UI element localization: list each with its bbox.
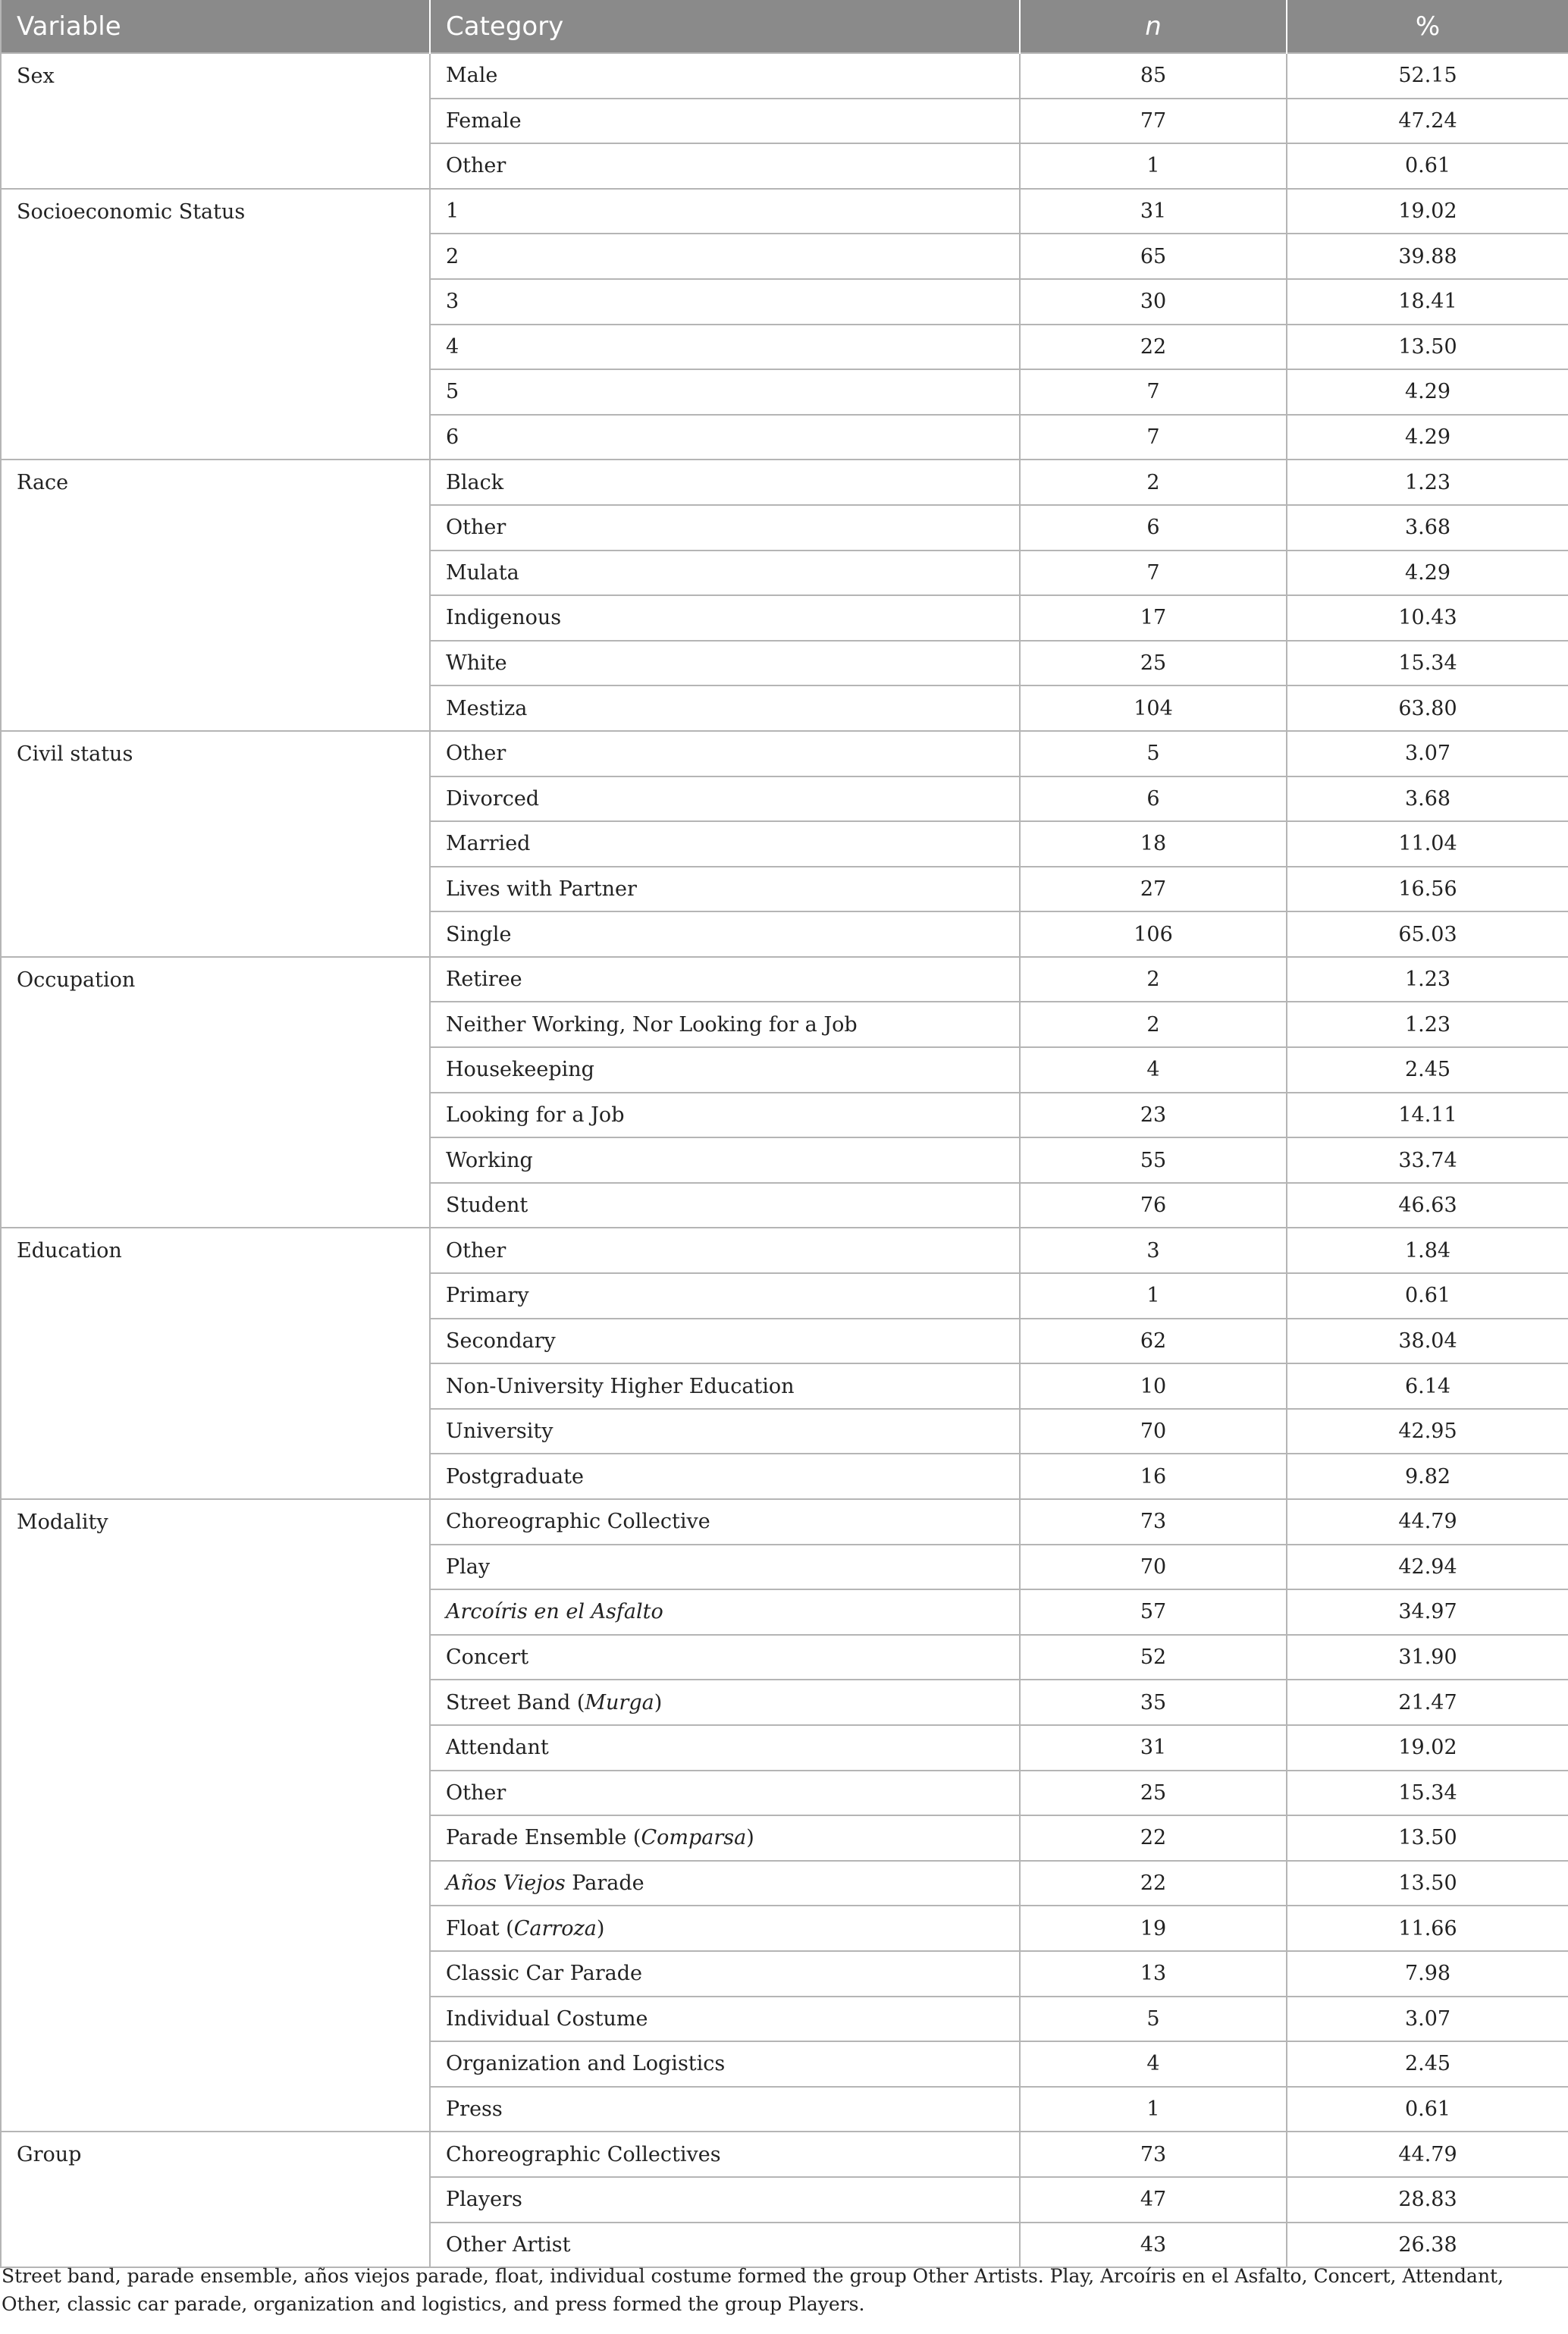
n-cell: 5 [1020, 1997, 1287, 2042]
category-cell [430, 1861, 1020, 1906]
category-suffix-text: Parade [565, 1871, 644, 1896]
percent-cell: 44.79 [1287, 1499, 1568, 1545]
percent-cell: 0.61 [1287, 1273, 1568, 1319]
percent-cell: 26.38 [1287, 2223, 1568, 2268]
percent-cell: 9.82 [1287, 1454, 1568, 1499]
variable-cell: Group [1, 2132, 430, 2267]
n-cell: 16 [1020, 1454, 1287, 1499]
percent-cell: 42.95 [1287, 1409, 1568, 1454]
n-cell: 23 [1020, 1093, 1287, 1138]
percent-cell: 28.83 [1287, 2177, 1568, 2223]
category-cell: Other Artist [430, 2223, 1020, 2268]
category-cell: Postgraduate [430, 1454, 1020, 1499]
percent-cell: 4.29 [1287, 551, 1568, 596]
category-cell: Retiree [430, 957, 1020, 1002]
percent-cell: 2.45 [1287, 1047, 1568, 1093]
category-italic-text: Arcoíris en el Asfalto [446, 1600, 663, 1624]
table-row [1, 731, 1568, 776]
category-italic-text: Años Viejos [446, 1871, 566, 1896]
table-row [1, 957, 1568, 1002]
category-italic-text: Murga [585, 1690, 654, 1714]
percent-cell: 34.97 [1287, 1589, 1568, 1635]
category-cell: Individual Costume [430, 1997, 1020, 2042]
category-suffix-text: ) [596, 1916, 605, 1940]
n-cell: 1 [1020, 2087, 1287, 2132]
n-cell: 1 [1020, 143, 1287, 189]
category-cell: 5 [430, 369, 1020, 415]
category-cell: Looking for a Job [430, 1093, 1020, 1138]
percent-cell: 11.04 [1287, 821, 1568, 867]
category-cell: Organization and Logistics [430, 2041, 1020, 2087]
category-cell: Other [430, 1771, 1020, 1816]
n-cell: 70 [1020, 1545, 1287, 1590]
category-cell [430, 1680, 1020, 1725]
table-header-row [1, 0, 1568, 53]
percent-cell: 0.61 [1287, 143, 1568, 189]
percent-cell: 63.80 [1287, 685, 1568, 731]
n-cell: 3 [1020, 1228, 1287, 1273]
category-cell: 1 [430, 189, 1020, 234]
category-italic-text: Carroza [513, 1916, 597, 1940]
n-cell: 73 [1020, 1499, 1287, 1545]
category-cell: Married [430, 821, 1020, 867]
n-cell: 47 [1020, 2177, 1287, 2223]
n-cell: 70 [1020, 1409, 1287, 1454]
percent-cell: 19.02 [1287, 1725, 1568, 1771]
category-cell: Attendant [430, 1725, 1020, 1771]
category-cell: 6 [430, 415, 1020, 460]
table-footnote: Street band, parade ensemble, años viejos parade, float, individual costume formed the group Other Artists. Play, Arcoíris en el Asfalto, Concert, Attendant, Other, classic car parade, organization and logistics, and press formed the group Players. [2, 2265, 1504, 2315]
percent-cell: 10.43 [1287, 595, 1568, 641]
variable-cell: Socioeconomic Status [1, 189, 430, 460]
percent-cell: 4.29 [1287, 415, 1568, 460]
header-percent: % [1415, 11, 1441, 42]
table-row [1, 2132, 1568, 2177]
variable-cell: Sex [1, 53, 430, 189]
n-cell: 7 [1020, 415, 1287, 460]
category-cell [430, 1589, 1020, 1635]
category-cell: 3 [430, 279, 1020, 325]
category-italic-text: Comparsa [641, 1826, 747, 1850]
n-cell: 57 [1020, 1589, 1287, 1635]
table-row [1, 460, 1568, 505]
category-cell: White [430, 641, 1020, 686]
category-cell: Other [430, 143, 1020, 189]
table-row [1, 53, 1568, 99]
category-text: Float ( [446, 1916, 514, 1940]
category-cell: Mestiza [430, 685, 1020, 731]
percent-cell: 38.04 [1287, 1319, 1568, 1364]
category-cell: Lives with Partner [430, 867, 1020, 912]
n-cell: 4 [1020, 1047, 1287, 1093]
header-category: Category [430, 0, 1020, 53]
n-cell: 2 [1020, 460, 1287, 505]
n-cell: 31 [1020, 1725, 1287, 1771]
category-text: Parade Ensemble ( [446, 1826, 641, 1850]
percent-cell: 11.66 [1287, 1906, 1568, 1951]
header-n: n [1020, 0, 1287, 53]
percent-cell: 21.47 [1287, 1680, 1568, 1725]
category-cell: Female [430, 99, 1020, 144]
percent-cell: 18.41 [1287, 279, 1568, 325]
n-cell: 19 [1020, 1906, 1287, 1951]
category-cell: Single [430, 911, 1020, 957]
n-cell: 43 [1020, 2223, 1287, 2268]
category-cell: Other [430, 1228, 1020, 1273]
percent-cell: 15.34 [1287, 641, 1568, 686]
category-cell: Choreographic Collectives [430, 2132, 1020, 2177]
category-suffix-text: ) [746, 1826, 754, 1850]
percent-cell: 1.23 [1287, 957, 1568, 1002]
table-body [1, 53, 1568, 2267]
variable-cell: Civil status [1, 731, 430, 957]
category-cell: Press [430, 2087, 1020, 2132]
percent-cell: 39.88 [1287, 234, 1568, 279]
n-cell: 85 [1020, 53, 1287, 99]
percent-cell: 3.07 [1287, 731, 1568, 776]
percent-cell: 13.50 [1287, 325, 1568, 370]
n-cell: 17 [1020, 595, 1287, 641]
percent-cell: 16.56 [1287, 867, 1568, 912]
n-cell: 6 [1020, 505, 1287, 551]
percent-cell: 3.07 [1287, 1997, 1568, 2042]
n-cell: 10 [1020, 1363, 1287, 1409]
table-row [1, 189, 1568, 234]
percent-cell: 33.74 [1287, 1137, 1568, 1183]
percent-cell: 0.61 [1287, 2087, 1568, 2132]
n-cell: 2 [1020, 957, 1287, 1002]
percent-cell: 6.14 [1287, 1363, 1568, 1409]
n-cell: 62 [1020, 1319, 1287, 1364]
category-cell [430, 1815, 1020, 1861]
category-cell: Working [430, 1137, 1020, 1183]
n-cell: 31 [1020, 189, 1287, 234]
n-cell: 22 [1020, 1861, 1287, 1906]
n-cell: 52 [1020, 1635, 1287, 1680]
n-cell: 22 [1020, 1815, 1287, 1861]
category-cell [430, 1906, 1020, 1951]
n-cell: 76 [1020, 1183, 1287, 1228]
n-cell: 77 [1020, 99, 1287, 144]
category-cell: Mulata [430, 551, 1020, 596]
percent-cell: 1.23 [1287, 460, 1568, 505]
percent-cell: 13.50 [1287, 1815, 1568, 1861]
percent-cell: 47.24 [1287, 99, 1568, 144]
n-cell: 65 [1020, 234, 1287, 279]
percent-cell: 15.34 [1287, 1771, 1568, 1816]
percent-cell: 31.90 [1287, 1635, 1568, 1680]
percent-cell: 19.02 [1287, 189, 1568, 234]
n-cell: 13 [1020, 1951, 1287, 1997]
table-row [1, 1499, 1568, 1545]
percent-cell: 14.11 [1287, 1093, 1568, 1138]
percent-cell: 13.50 [1287, 1861, 1568, 1906]
category-cell: 2 [430, 234, 1020, 279]
category-cell: Non-University Higher Education [430, 1363, 1020, 1409]
n-cell: 73 [1020, 2132, 1287, 2177]
percent-cell: 7.98 [1287, 1951, 1568, 1997]
n-cell: 1 [1020, 1273, 1287, 1319]
category-suffix-text: ) [654, 1690, 663, 1714]
n-cell: 104 [1020, 685, 1287, 731]
percent-cell: 65.03 [1287, 911, 1568, 957]
category-cell: Choreographic Collective [430, 1499, 1020, 1545]
header-variable: Variable [1, 0, 430, 53]
variable-cell: Occupation [1, 957, 430, 1228]
percent-cell: 42.94 [1287, 1545, 1568, 1590]
percent-cell: 2.45 [1287, 2041, 1568, 2087]
percent-cell: 4.29 [1287, 369, 1568, 415]
n-cell: 106 [1020, 911, 1287, 957]
category-cell: Male [430, 53, 1020, 99]
n-cell: 27 [1020, 867, 1287, 912]
category-cell: 4 [430, 325, 1020, 370]
category-cell: Secondary [430, 1319, 1020, 1364]
variable-cell: Modality [1, 1499, 430, 2132]
n-cell: 25 [1020, 641, 1287, 686]
n-cell: 2 [1020, 1002, 1287, 1047]
n-cell: 4 [1020, 2041, 1287, 2087]
category-cell: Classic Car Parade [430, 1951, 1020, 1997]
n-cell: 5 [1020, 731, 1287, 776]
n-cell: 6 [1020, 776, 1287, 822]
percent-cell: 52.15 [1287, 53, 1568, 99]
n-cell: 18 [1020, 821, 1287, 867]
category-text: Street Band ( [446, 1690, 585, 1714]
percent-cell: 1.23 [1287, 1002, 1568, 1047]
n-cell: 22 [1020, 325, 1287, 370]
category-cell: Primary [430, 1273, 1020, 1319]
n-cell: 30 [1020, 279, 1287, 325]
n-cell: 55 [1020, 1137, 1287, 1183]
variable-cell: Race [1, 460, 430, 731]
category-cell: Black [430, 460, 1020, 505]
category-cell: Divorced [430, 776, 1020, 822]
percent-cell: 1.84 [1287, 1228, 1568, 1273]
n-cell: 35 [1020, 1680, 1287, 1725]
category-cell: Play [430, 1545, 1020, 1590]
variable-cell: Education [1, 1228, 430, 1499]
n-cell: 25 [1020, 1771, 1287, 1816]
percent-cell: 3.68 [1287, 776, 1568, 822]
category-cell: Players [430, 2177, 1020, 2223]
category-cell: Housekeeping [430, 1047, 1020, 1093]
n-cell: 7 [1020, 369, 1287, 415]
category-cell: Student [430, 1183, 1020, 1228]
category-cell: University [430, 1409, 1020, 1454]
percent-cell: 44.79 [1287, 2132, 1568, 2177]
category-cell: Other [430, 731, 1020, 776]
percent-cell: 3.68 [1287, 505, 1568, 551]
category-cell: Neither Working, Nor Looking for a Job [430, 1002, 1020, 1047]
category-cell: Indigenous [430, 595, 1020, 641]
table-row [1, 1228, 1568, 1273]
category-cell: Concert [430, 1635, 1020, 1680]
category-cell: Other [430, 505, 1020, 551]
n-cell: 7 [1020, 551, 1287, 596]
percent-cell: 46.63 [1287, 1183, 1568, 1228]
